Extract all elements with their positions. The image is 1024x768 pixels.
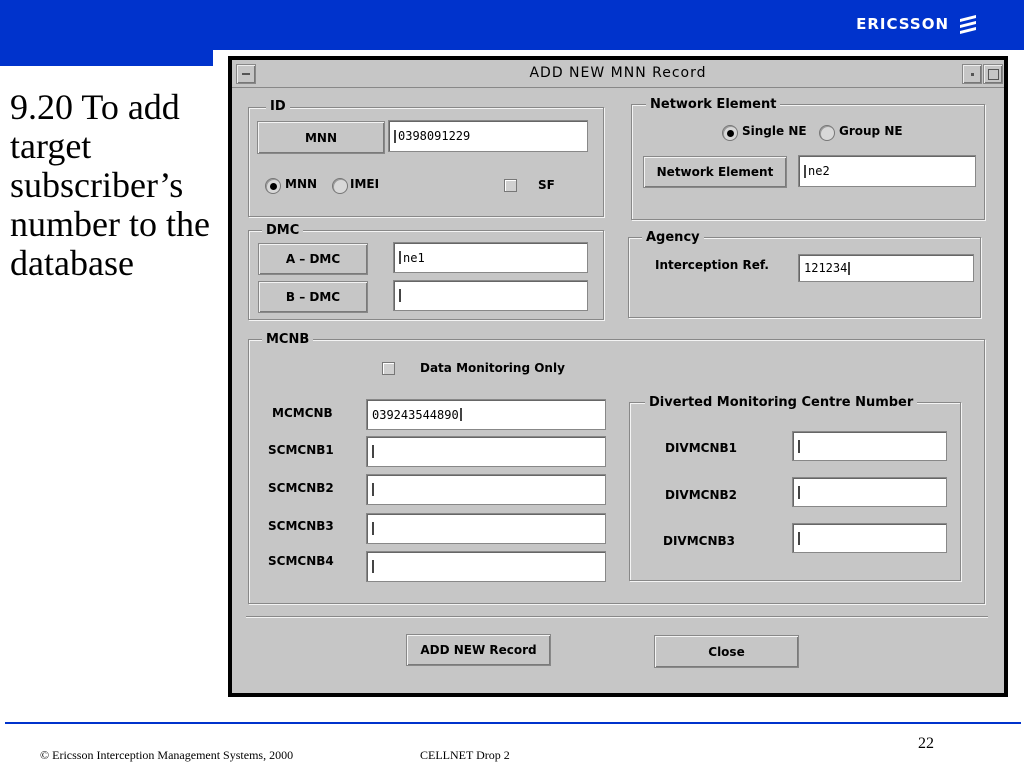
interception-ref-input[interactable] <box>798 254 974 282</box>
a-dmc-value: ne1 <box>403 250 425 265</box>
data-monitoring-label: Data Monitoring Only <box>420 361 565 375</box>
text-cursor-icon <box>399 251 401 264</box>
mnn-button[interactable]: MNN <box>257 121 385 154</box>
network-element-button[interactable]: Network Element <box>643 156 787 188</box>
minimize-button[interactable] <box>962 64 982 84</box>
header-bar-left <box>0 0 213 66</box>
dialog-separator <box>246 616 988 618</box>
radio-single-ne-label: Single NE <box>742 124 807 138</box>
mcmcnb-value: 039243544890 <box>372 407 459 422</box>
mcmcnb-input[interactable] <box>366 399 606 430</box>
text-cursor-icon <box>399 289 401 302</box>
radio-imei-label: IMEI <box>350 177 380 191</box>
mcnb-group-legend: MCNB <box>262 332 313 347</box>
text-cursor-icon <box>372 560 374 573</box>
mnn-input[interactable] <box>388 120 588 152</box>
agency-group-legend: Agency <box>642 230 704 245</box>
a-dmc-input[interactable] <box>393 242 588 273</box>
minimize-icon <box>971 73 974 76</box>
text-cursor-icon <box>848 262 850 275</box>
divmcnb-group-legend: Diverted Monitoring Centre Number <box>645 395 917 410</box>
text-cursor-icon <box>372 483 374 496</box>
divmcnb2-label: DIVMCNB2 <box>665 488 737 502</box>
sf-checkbox[interactable] <box>504 179 517 192</box>
footer-product: CELLNET Drop 2 <box>420 748 510 762</box>
mcmcnb-label: MCMCNB <box>272 406 333 420</box>
divmcnb3-label: DIVMCNB3 <box>663 534 735 548</box>
scmcnb2-label: SCMCNB2 <box>268 481 334 495</box>
id-group-legend: ID <box>266 99 290 114</box>
network-element-value: ne2 <box>808 164 830 178</box>
radio-imei[interactable] <box>332 178 348 194</box>
scmcnb1-label: SCMCNB1 <box>268 443 334 457</box>
scmcnb2-input[interactable] <box>366 474 606 505</box>
text-cursor-icon <box>798 486 800 499</box>
a-dmc-button[interactable]: A – DMC <box>258 243 368 275</box>
scmcnb4-input[interactable] <box>366 551 606 582</box>
radio-mnn-label: MNN <box>285 177 318 191</box>
radio-group-ne-label: Group NE <box>839 124 903 138</box>
text-cursor-icon <box>372 522 374 535</box>
divmcnb1-input[interactable] <box>792 431 947 461</box>
ericsson-logo <box>856 14 979 34</box>
radio-group-ne[interactable] <box>819 125 835 141</box>
close-button[interactable]: Close <box>654 635 799 668</box>
divmcnb2-input[interactable] <box>792 477 947 507</box>
b-dmc-input[interactable] <box>393 280 588 311</box>
text-cursor-icon <box>460 408 462 421</box>
maximize-button[interactable] <box>983 64 1003 84</box>
network-element-legend: Network Element <box>646 97 780 112</box>
ericsson-logo-icon <box>957 14 979 34</box>
data-monitoring-checkbox[interactable] <box>382 362 395 375</box>
interception-ref-label: Interception Ref. <box>655 258 769 272</box>
text-cursor-icon <box>798 532 800 545</box>
add-new-record-button[interactable]: ADD NEW Record <box>406 634 551 666</box>
maximize-icon <box>988 69 999 80</box>
scmcnb4-label: SCMCNB4 <box>268 554 334 568</box>
mnn-value: 0398091229 <box>398 129 471 143</box>
radio-single-ne[interactable] <box>722 125 738 141</box>
footer-rule <box>5 722 1021 724</box>
divmcnb3-input[interactable] <box>792 523 947 553</box>
b-dmc-button[interactable]: B – DMC <box>258 281 368 313</box>
footer-copyright: © Ericsson Interception Management Systems, 2000 <box>40 748 294 762</box>
scmcnb1-input[interactable] <box>366 436 606 467</box>
scmcnb3-label: SCMCNB3 <box>268 519 334 533</box>
brand-name: ERICSSON <box>856 15 949 33</box>
dialog-title: ADD NEW MNN Record <box>529 65 707 81</box>
sf-label: SF <box>538 178 555 192</box>
text-cursor-icon <box>798 440 800 453</box>
text-cursor-icon <box>372 445 374 458</box>
interception-ref-value: 121234 <box>804 261 848 275</box>
dmc-group-legend: DMC <box>262 223 303 238</box>
page-number: 22 <box>918 735 934 752</box>
text-cursor-icon <box>804 165 806 178</box>
divmcnb1-label: DIVMCNB1 <box>665 441 737 455</box>
radio-mnn[interactable] <box>265 178 281 194</box>
network-element-input[interactable] <box>798 155 976 187</box>
slide-title: 9.20 To add target subscriber’s number to the database <box>10 87 210 283</box>
scmcnb3-input[interactable] <box>366 513 606 544</box>
text-cursor-icon <box>394 130 396 143</box>
